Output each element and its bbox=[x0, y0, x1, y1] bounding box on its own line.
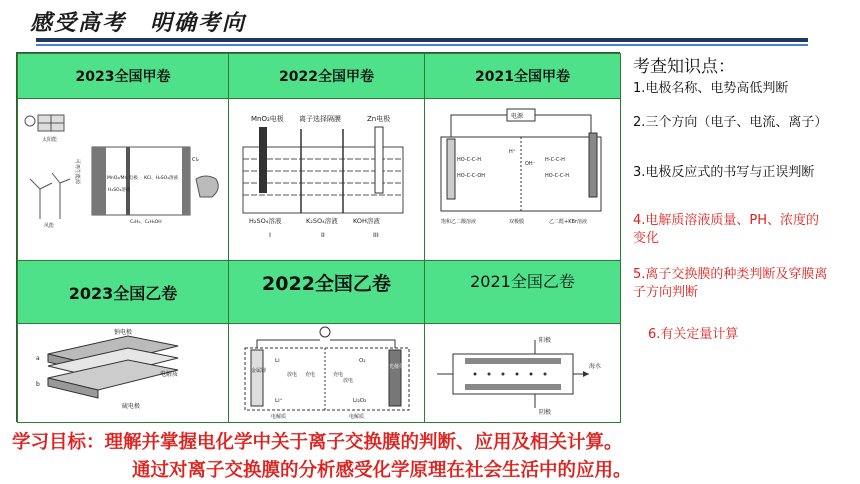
battery-diagram-2023-yi bbox=[18, 324, 228, 422]
figure-cell-2023-jia bbox=[17, 98, 229, 261]
solution-1-label: H₂SO₄溶液 bbox=[249, 217, 282, 225]
o2-label: O₂ bbox=[359, 358, 366, 364]
figure-cell-2022-yi bbox=[228, 323, 425, 423]
a-label: a bbox=[36, 355, 40, 362]
hplus-label: H⁺ bbox=[509, 149, 516, 155]
left-solution-label: 饱和乙二酸溶液 bbox=[441, 219, 477, 225]
region-2-label: II bbox=[321, 231, 325, 239]
photo-electrode bbox=[389, 350, 401, 406]
left-electrode-label: MnO₂/Mn 电极 bbox=[107, 176, 138, 181]
li-metal-label: 金属锂 bbox=[251, 368, 267, 374]
right-electrode bbox=[589, 133, 597, 197]
figure-cell-2022-jia bbox=[228, 98, 425, 261]
svg-text:HO-C-C-H: HO-C-C-H bbox=[457, 157, 481, 163]
solution-3-label: KOH溶液 bbox=[353, 217, 380, 225]
side-item-2: 2.三个方向（电子、电流、离子） bbox=[633, 115, 828, 130]
header-label: 2022全国甲卷 bbox=[279, 69, 374, 85]
side-item-3: 3.电极反应式的书写与正误判断 bbox=[633, 165, 815, 180]
discharge-label-2: 放电 bbox=[343, 378, 354, 384]
header-label: 2021全国甲卷 bbox=[475, 69, 570, 85]
region-3-label: III bbox=[373, 231, 379, 239]
electrolysis-diagram-2023-jia bbox=[18, 99, 228, 259]
anode-label: 阳极 bbox=[539, 337, 552, 344]
header-label: 2021全国乙卷 bbox=[470, 272, 575, 291]
factory-icon bbox=[196, 176, 218, 197]
renewable-label: 可再生能源 bbox=[74, 159, 80, 185]
header-label: 2023全国乙卷 bbox=[68, 283, 178, 303]
solar-label: 太阳能 bbox=[42, 137, 58, 143]
header-cell-2021-jia bbox=[424, 53, 621, 99]
li-label: Li bbox=[275, 358, 280, 364]
right-solution-label: 乙二醛+KBr溶液 bbox=[549, 219, 587, 225]
figure-cell-2023-yi bbox=[17, 323, 229, 423]
header-cell-2022-yi bbox=[228, 260, 425, 324]
learning-goal-line-2: 通过对离子交换膜的分析感受化学原理在社会生活中的应用。 bbox=[132, 460, 632, 481]
battery-diagram-2022-yi bbox=[229, 324, 424, 422]
side-item-6: 6.有关定量计算 bbox=[648, 327, 739, 342]
right-solution-label: KCl、H₂SO₄溶液 bbox=[144, 176, 178, 181]
na-electrode-label: 钠电极 bbox=[114, 329, 133, 336]
side-panel-title: 考查知识点： bbox=[633, 57, 735, 77]
title-underline-thin bbox=[36, 44, 808, 46]
title-underline bbox=[36, 38, 808, 42]
side-item-5: 5.离子交换膜的种类判断及穿膜离子方向判断 bbox=[633, 267, 828, 300]
header-cell-2021-yi bbox=[424, 260, 621, 324]
ohminus-label: OH⁻ bbox=[525, 161, 536, 167]
exam-table bbox=[16, 52, 620, 422]
header-cell-2023-yi bbox=[17, 260, 229, 324]
region-1-label: I bbox=[269, 231, 271, 239]
solution-2-label: K₂SO₄溶液 bbox=[306, 217, 338, 225]
mid-solution-label: H₂SO₄溶液 bbox=[108, 188, 131, 193]
photo-electrode-label: 光催化电极 bbox=[389, 364, 415, 370]
left-electrode bbox=[92, 147, 106, 215]
header-cell-2022-jia bbox=[228, 53, 425, 99]
right-electrode bbox=[182, 147, 190, 215]
svg-text:HO-C-C-H: HO-C-C-H bbox=[545, 173, 569, 179]
anode-plate bbox=[465, 358, 561, 364]
electrolyte-label-left: 电解质 bbox=[271, 414, 287, 420]
cl2-label: Cl₂ bbox=[192, 157, 199, 163]
charge-label-2: 充电 bbox=[333, 372, 344, 378]
svg-text:HO-C-C-OH: HO-C-C-OH bbox=[457, 173, 486, 179]
header-cell-2023-jia bbox=[17, 53, 229, 99]
li2o2-label: Li₂O₂ bbox=[353, 398, 367, 404]
figure-cell-2021-yi bbox=[424, 323, 621, 423]
liplus-label: Li⁺ bbox=[275, 398, 283, 404]
electrolyte-label: 电解质 bbox=[160, 371, 179, 378]
wind-turbine-icon bbox=[30, 173, 70, 219]
mno2-electrode bbox=[259, 127, 267, 193]
li-electrode bbox=[251, 350, 263, 406]
header-label: 2022全国乙卷 bbox=[262, 273, 391, 295]
figure-cell-2021-jia bbox=[424, 98, 621, 261]
bulb-icon bbox=[320, 327, 330, 337]
page-title: 感受高考 明确考向 bbox=[30, 11, 247, 36]
learning-goal-line-1: 学习目标：理解并掌握电化学中关于离子交换膜的判断、应用及相关计算。 bbox=[12, 432, 623, 453]
mno2-label: MnO₂电极 bbox=[251, 115, 284, 123]
bipolar-membrane-label: 双极膜 bbox=[509, 219, 525, 225]
electrolyte-label-right: 电解质 bbox=[349, 414, 365, 420]
seawater-label: 海水 bbox=[589, 363, 602, 370]
membrane-label: 离子选择隔膜 bbox=[299, 115, 341, 123]
battery-diagram-2022-jia bbox=[229, 99, 424, 259]
header-label: 2023全国甲卷 bbox=[75, 69, 171, 85]
side-item-4: 4.电解质溶液质量、PH、浓度的变化 bbox=[633, 213, 820, 246]
cathode-plate bbox=[465, 384, 561, 390]
charge-label: 充电 bbox=[305, 372, 316, 378]
electrolysis-diagram-2021-jia bbox=[425, 99, 620, 259]
power-label: 电源 bbox=[511, 113, 524, 120]
side-item-1: 1.电极名称、电势高低判断 bbox=[633, 81, 789, 96]
discharge-label: 放电 bbox=[287, 372, 298, 378]
solar-panel-icon bbox=[25, 115, 64, 131]
left-electrode bbox=[447, 139, 455, 199]
electrolysis-diagram-2021-yi bbox=[425, 324, 620, 422]
svg-text:H-C-C-H: H-C-C-H bbox=[545, 157, 565, 163]
bottom-label: C₂H₅、C₂H₅OH bbox=[130, 220, 162, 225]
cathode-label: 阴极 bbox=[539, 409, 552, 416]
b-label: b bbox=[36, 381, 40, 388]
s-electrode-label: 硫电极 bbox=[122, 403, 141, 410]
wind-label: 风能 bbox=[44, 223, 55, 229]
zn-electrode bbox=[375, 127, 383, 193]
zn-label: Zn电极 bbox=[367, 115, 391, 123]
